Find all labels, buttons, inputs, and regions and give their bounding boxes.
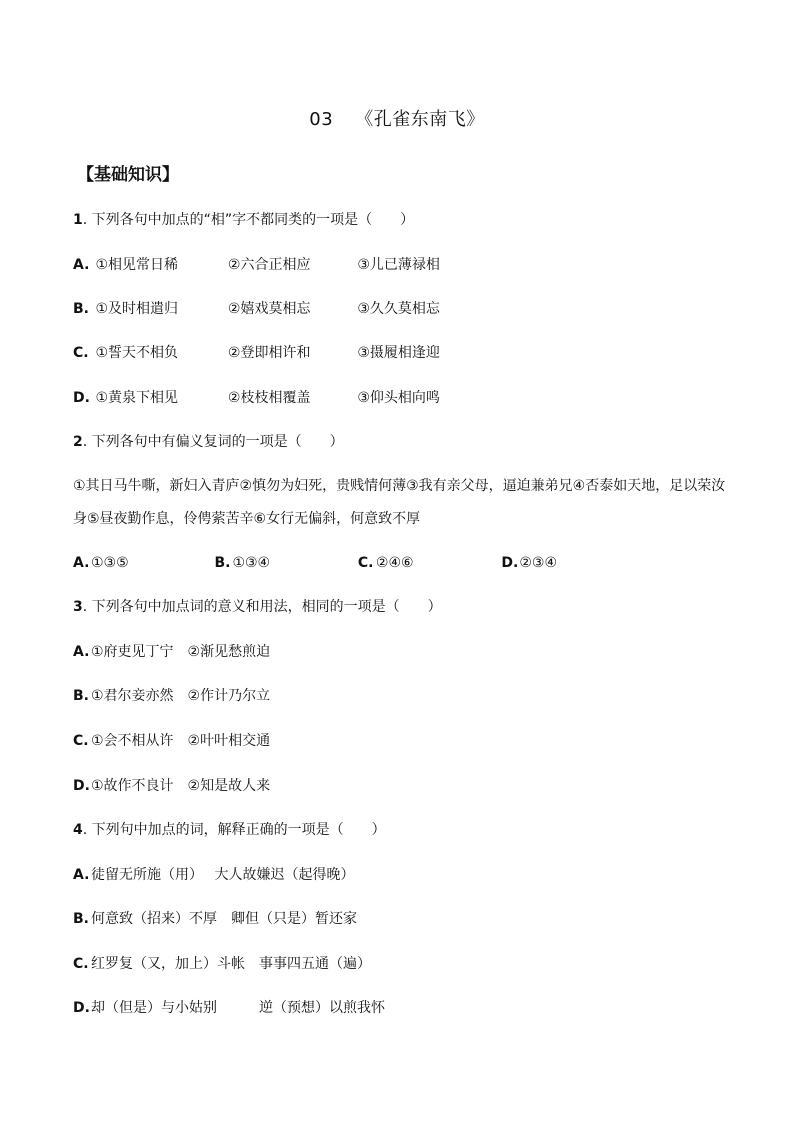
option-text: ①故作不良计 ②知是故人来	[91, 778, 271, 794]
option-letter: A.	[73, 555, 90, 571]
option-text: ①君尔妾亦然 ②作计乃尔立	[91, 688, 271, 704]
option-item: ②登即相许和	[227, 345, 311, 361]
option-item: ②六合正相应	[227, 257, 311, 273]
option-item: ③仰头相向鸣	[357, 390, 440, 406]
option-letter: C.	[73, 345, 89, 361]
option-letter: D.	[501, 555, 519, 571]
option-letter: B.	[73, 301, 89, 317]
option-text: ①府吏见丁宁 ②渐见愁煎迫	[91, 644, 271, 660]
option-text: ①会不相从许 ②叶叶相交通	[91, 733, 271, 749]
q4-option-c	[73, 954, 371, 974]
option-item: ③儿已薄禄相	[357, 257, 440, 273]
q1-option-d	[73, 388, 440, 408]
question-text: . 下列句中加点的词，解释正确的一项是（ ）	[82, 822, 386, 838]
question-2	[73, 432, 344, 452]
option-letter: D.	[73, 778, 90, 794]
question-text: . 下列各句中加点的“相”字不都同类的一项是（ ）	[82, 212, 415, 228]
lesson-number: 03	[309, 109, 334, 130]
option-item: ①黄泉下相见	[95, 390, 179, 406]
question-number: 2	[73, 434, 83, 450]
option-letter: C.	[73, 733, 89, 749]
option-letter: B.	[73, 688, 89, 704]
q2-option-a	[73, 553, 210, 573]
question-text: . 下列各句中有偏义复词的一项是（ ）	[82, 434, 344, 450]
option-letter: B.	[73, 911, 89, 927]
question-text: . 下列各句中加点词的意义和用法，相同的一项是（ ）	[82, 599, 442, 615]
question-number: 3	[73, 599, 83, 615]
option-item: ①相见常日稀	[95, 257, 179, 273]
option-item: ②枝枝相覆盖	[227, 390, 311, 406]
section-heading: 【基础知识】	[77, 165, 179, 185]
option-text: ①③④	[232, 555, 271, 571]
option-item: ③摄履相逢迎	[357, 345, 440, 361]
option-letter: B.	[214, 555, 231, 571]
question-number: 4	[73, 822, 83, 838]
q4-option-a	[73, 865, 354, 885]
option-text: 红罗复（又，加上）斗帐 事事四五通（遍）	[91, 956, 371, 972]
option-text: ①③⑤	[91, 555, 129, 571]
question-4	[73, 820, 386, 840]
option-letter: A.	[73, 257, 90, 273]
option-text: 何意致（招来）不厚 卿但（只是）暂还家	[91, 911, 357, 927]
q3-option-a	[73, 642, 270, 662]
q2-option-d	[501, 553, 557, 573]
q4-option-d	[73, 998, 385, 1018]
question-passage: ①其日马牛嘶，新妇入青庐②慎勿为妇死，贵贱情何薄③我有亲父母，逼迫兼弟兄④否泰如天地，足以荣汝身⑤昼夜勤作息，伶俜萦苦辛⑥女行无偏斜，何意致不厚	[73, 478, 726, 527]
question-3	[73, 597, 442, 617]
lesson-title: 《孔雀东南飞》	[355, 109, 485, 130]
option-text: 徒留无所施（用） 大人故嫌迟（起得晚）	[91, 867, 355, 883]
q3-option-c	[73, 731, 270, 751]
option-item: ③久久莫相忘	[357, 301, 440, 317]
option-text: ②④⑥	[375, 555, 414, 571]
option-letter: D.	[73, 1000, 90, 1016]
option-letter: C.	[73, 956, 89, 972]
option-letter: A.	[73, 644, 90, 660]
q4-option-b	[73, 909, 357, 929]
q3-option-b	[73, 686, 270, 706]
option-text: ②③④	[519, 555, 558, 571]
question-number: 1	[73, 212, 83, 228]
option-letter: A.	[73, 867, 90, 883]
option-item: ①及时相遣归	[95, 301, 179, 317]
q2-option-b	[214, 553, 353, 573]
option-letter: C.	[357, 555, 374, 571]
q1-option-c	[73, 343, 440, 363]
q2-option-c	[358, 553, 497, 573]
option-letter: D.	[73, 390, 90, 406]
question-1	[73, 210, 414, 230]
option-item: ②嬉戏莫相忘	[227, 301, 311, 317]
q3-option-d	[73, 776, 270, 796]
option-item: ①誓天不相负	[95, 345, 179, 361]
q1-option-b	[73, 299, 440, 319]
q1-option-a	[73, 255, 440, 275]
option-text: 却（但是）与小姑别 逆（预想）以煎我怀	[91, 1000, 385, 1016]
page-title	[0, 105, 794, 131]
q2-options	[73, 553, 557, 573]
